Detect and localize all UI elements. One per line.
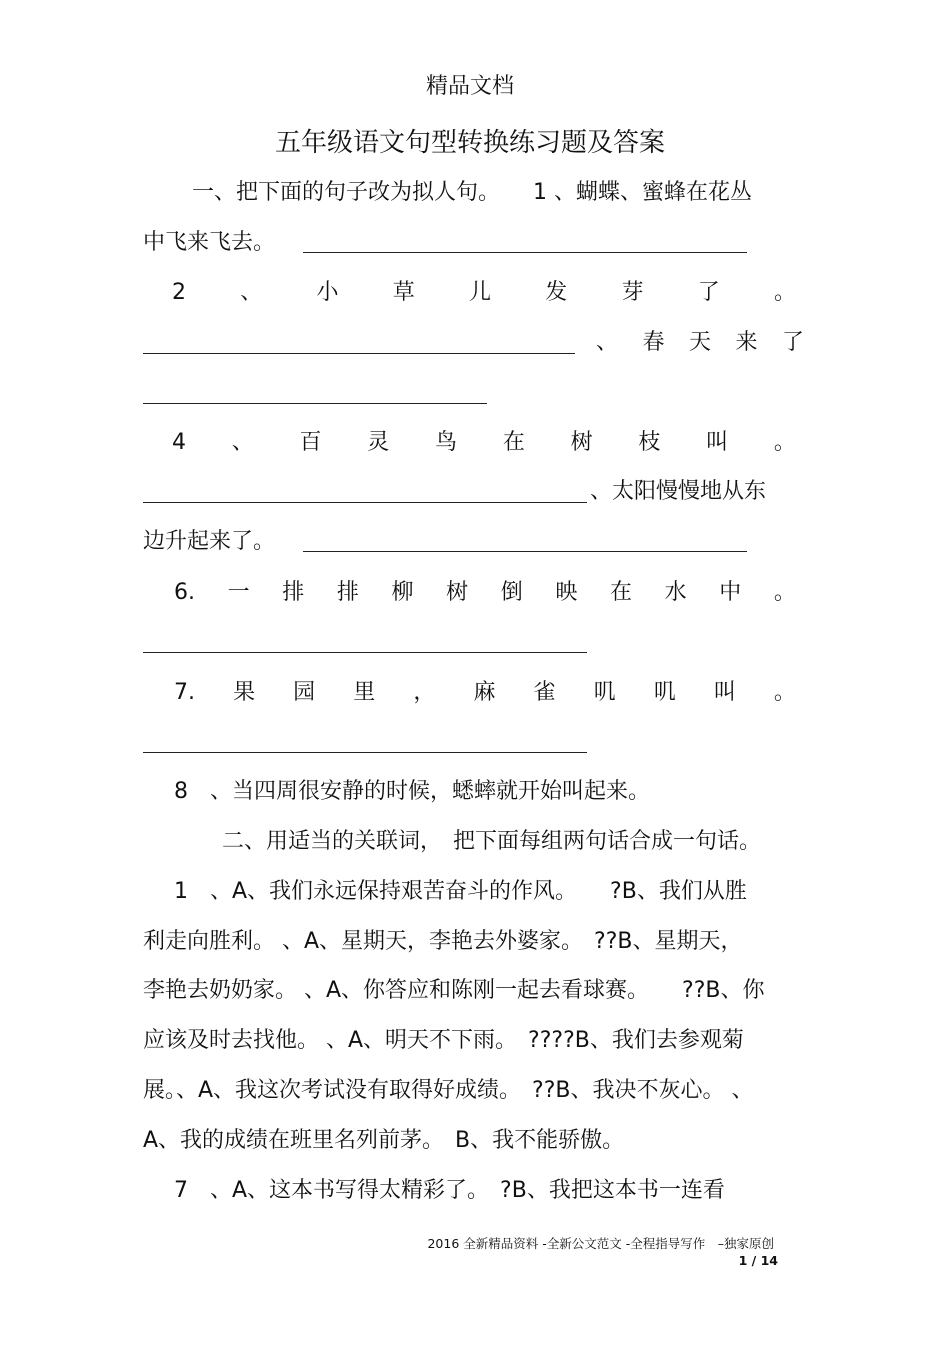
text-char: 、 <box>231 430 254 455</box>
text-char: 倒 <box>500 580 523 605</box>
text-char: 雀 <box>533 680 556 705</box>
text-line-3 <box>172 278 796 308</box>
text-line-16: 展。、A、我这次考试没有取得好成绩。 ??B、我决不灰心。 、 <box>143 1078 754 1103</box>
text-char: 发 <box>545 280 568 305</box>
text-char: 2 <box>172 280 186 305</box>
text-char: 水 <box>664 580 687 605</box>
text-char: 排 <box>336 580 359 605</box>
text-char: 果 <box>233 680 256 705</box>
answer-blank[interactable] <box>303 551 747 552</box>
text-char: 在 <box>502 430 525 455</box>
text-line-6: 、太阳慢慢地从东 <box>590 479 767 504</box>
text-line-10: 8 、当四周很安静的时候，蟋蟀就开始叫起来。 <box>174 779 650 804</box>
section-heading-2: 二、用适当的关联词， 把下面每组两句话合成一句话。 <box>222 829 762 854</box>
answer-blank[interactable] <box>143 502 587 503</box>
text-line-12: 1 、A、我们永远保持艰苦奋斗的作风。 ?B、我们从胜 <box>174 879 747 904</box>
text-char: 6. <box>174 580 195 605</box>
page-header: 精品文档 <box>425 74 514 99</box>
text-line-8 <box>174 578 796 608</box>
text-char: 园 <box>293 680 316 705</box>
text-char: 中 <box>719 580 742 605</box>
text-char: 映 <box>555 580 578 605</box>
text-char: 在 <box>609 580 632 605</box>
text-char: 天 <box>688 330 711 355</box>
text-char: 枝 <box>638 430 661 455</box>
text-char: 、 <box>596 330 619 355</box>
text-char: 儿 <box>468 280 491 305</box>
document-title: 五年级语文句型转换练习题及答案 <box>274 128 665 158</box>
text-char: 。 <box>773 430 796 455</box>
answer-blank[interactable] <box>143 652 587 653</box>
text-line-9 <box>174 678 796 708</box>
text-char: ， <box>413 680 436 705</box>
text-char: 了 <box>697 280 720 305</box>
text-char: 树 <box>570 430 593 455</box>
answer-blank[interactable] <box>303 252 747 253</box>
text-char: 小 <box>316 280 339 305</box>
answer-blank[interactable] <box>143 353 575 354</box>
text-char: 了 <box>781 330 804 355</box>
text-line-13: 利走向胜利。 、A、星期天，李艳去外婆家。 ??B、星期天， <box>143 929 743 954</box>
text-char: 里 <box>353 680 376 705</box>
text-char: 叽 <box>593 680 616 705</box>
text-char: 草 <box>392 280 415 305</box>
text-char: 鸟 <box>435 430 458 455</box>
text-char: 。 <box>773 280 796 305</box>
text-char: 、 <box>240 280 263 305</box>
text-char: 7. <box>174 680 195 705</box>
page-footer: 2016 全新精品资料 -全新公文范文 -全程指导写作 –独家原创 <box>427 1236 774 1251</box>
text-char: 。 <box>773 680 796 705</box>
page-number: 1 / 14 <box>738 1253 778 1268</box>
text-line-2: 中飞来飞去。 <box>143 230 276 255</box>
text-line-14: 李艳去奶奶家。 、A、你答应和陈刚一起去看球赛。 ??B、你 <box>143 978 765 1003</box>
text-char: 树 <box>446 580 469 605</box>
text-line-4 <box>596 328 804 358</box>
text-char: 灵 <box>367 430 390 455</box>
text-line-1: 一、把下面的句子改为拟人句。 1 、蝴蝶、蜜蜂在花丛 <box>192 180 752 205</box>
text-char: 。 <box>773 580 796 605</box>
text-line-15: 应该及时去找他。 、A、明天不下雨。 ????B、我们去参观菊 <box>143 1028 744 1053</box>
text-char: 叽 <box>653 680 676 705</box>
text-line-17: A、我的成绩在班里名列前茅。 B、我不能骄傲。 <box>143 1128 625 1153</box>
text-line-5 <box>172 428 796 458</box>
text-char: 百 <box>299 430 322 455</box>
text-line-7: 边升起来了。 <box>143 529 276 554</box>
text-char: 叫 <box>713 680 736 705</box>
answer-blank[interactable] <box>143 752 587 753</box>
text-char: 春 <box>642 330 665 355</box>
text-char: 来 <box>735 330 758 355</box>
text-char: 4 <box>172 430 186 455</box>
text-char: 柳 <box>391 580 414 605</box>
answer-blank[interactable] <box>143 403 487 404</box>
text-char: 一 <box>227 580 250 605</box>
text-char: 排 <box>282 580 305 605</box>
text-line-18: 7 、A、这本书写得太精彩了。 ?B、我把这本书一连看 <box>174 1178 725 1203</box>
text-char: 叫 <box>706 430 729 455</box>
text-char: 芽 <box>621 280 644 305</box>
text-char: 麻 <box>473 680 496 705</box>
